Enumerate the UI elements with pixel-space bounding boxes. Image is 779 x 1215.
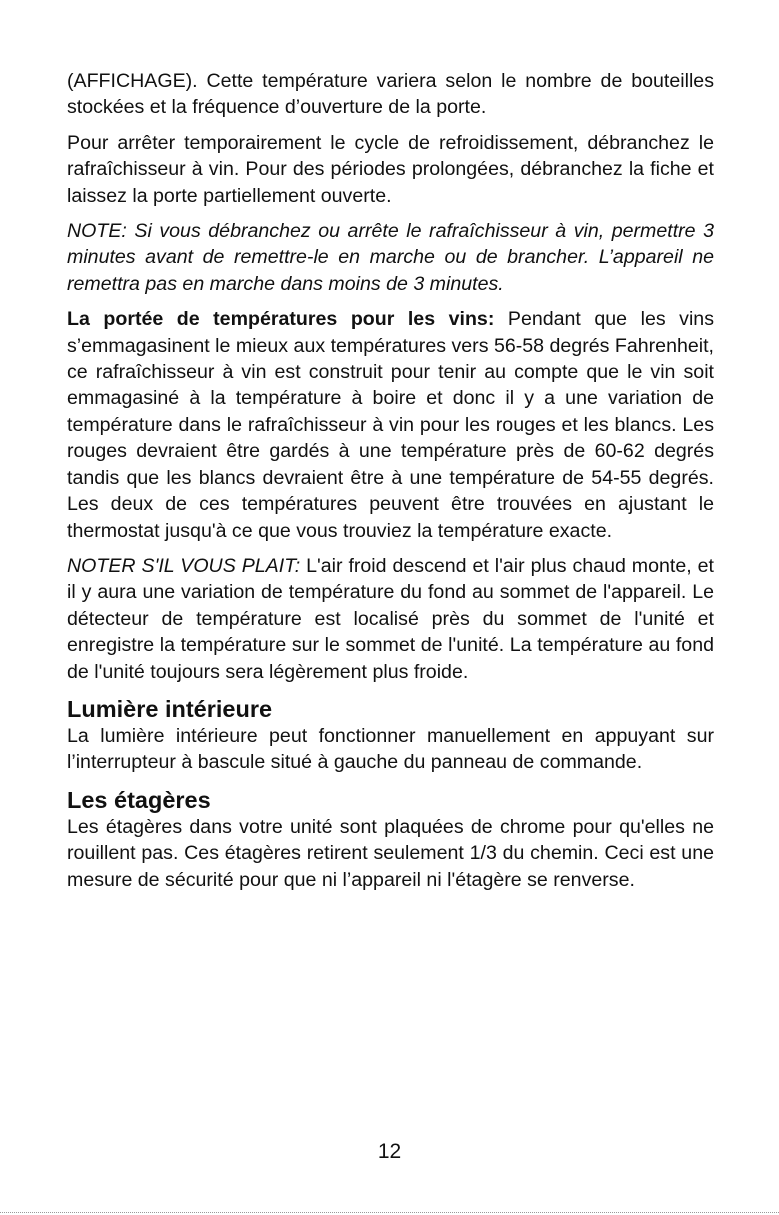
shelves-heading: Les étagères (67, 786, 211, 813)
wine-temperature-range-lead: La portée de températures pour les vins: (67, 308, 495, 331)
air-circulation-note-text: L'air froid descend et l'air plus chaud monte, et il y aura une variation de température du fond au sommet de l'appareil. Le détecteur de température est localisé près du sommet de l'unité et enregistre la température sur le sommet de l'unité. La température au fond de l'unité toujours sera légèrement plus froide. (67, 554, 714, 683)
interior-light-paragraph: La lumière intérieure peut fonctionner manuellement en appuyant sur l’interrupteur à bascule situé à gauche du panneau de commande. (67, 724, 714, 774)
wine-temperature-range-text: Pendant que les vins s’emmagasinent le mieux aux températures vers 56-58 degrés Fahrenheit, ce rafraîchisseur à vin est construit pour tenir au compte que le vin soit emmagasiné à la température à boire et donc il y a une variation de température dans le rafraîchisseur à vin pour les rouges et les blancs. Les rouges devraient être gardés à une température près de 60-62 degrés tandis que les blancs devraient être à une température de 54-55 degrés. Les deux de ces températures peuvent être trouvées en ajustant le thermostat jusqu'à ce que vous trouviez la température exacte. (67, 308, 715, 542)
air-circulation-note-lead: NOTER S'IL VOUS PLAIT: (67, 554, 301, 577)
shelves-paragraph: Les étagères dans votre unité sont plaquées de chrome pour qu'elles ne rouillent pas. Ces étagères retirent seulement 1/3 du chemin. Ceci est une mesure de sécurité pour que ni l’appareil ni l'étagère se renverse. (67, 815, 714, 891)
manual-page-content (67, 68, 714, 902)
restart-note-paragraph: NOTE: Si vous débranchez ou arrête le rafraîchisseur à vin, permettre 3 minutes avant de remettre-le en marche ou de brancher. L’appareil ne remettra pas en marche dans moins de 3 minutes. (67, 220, 714, 295)
wine-temperature-range-paragraph (67, 306, 714, 544)
interior-light-heading: Lumière intérieure (67, 695, 273, 722)
page-number: 12 (377, 1140, 402, 1163)
display-temperature-paragraph: (AFFICHAGE). Cette température variera selon le nombre de bouteilles stockées et la fréquence d’ouverture de la porte. (67, 70, 714, 119)
stop-cooling-paragraph: Pour arrêter temporairement le cycle de refroidissement, débranchez le rafraîchisseur à vin. Pour des périodes prolongées, débranchez la fiche et laissez la porte partiellement ouverte. (67, 131, 714, 207)
air-circulation-note-paragraph (67, 553, 714, 685)
bottom-divider (0, 1212, 779, 1213)
